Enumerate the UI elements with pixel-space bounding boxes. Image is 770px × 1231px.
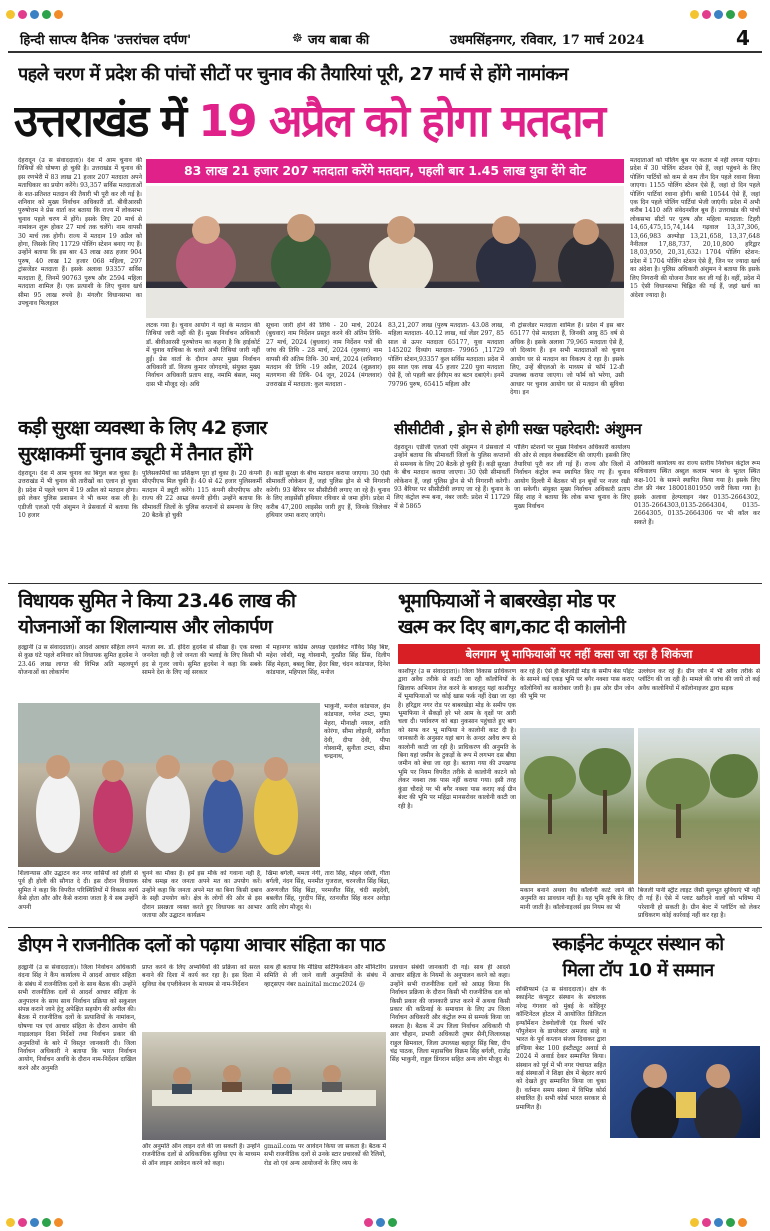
security-headline-1: कड़ी सुरक्षा व्यवस्था के लिए 42 हजार [18,417,267,439]
land-col2: कर रहे हैं। ऐसे ही बैलजोड़ी मोड़ के समीप बेस पाँइंट के सामने कई एकड़ भूमि पर बगैर नक्शा पास कराए कॉलोनियों का कारोबार जारी है। इस ओर ग्रीन जोन की भूमि पर [520,668,634,701]
lead-headline [14,94,762,154]
mla-headline-2: योजनाओं का शिलान्यास और लोकार्पण [18,616,272,638]
om-icon: ☸ [292,31,303,45]
dm-caption-2: gmail.com पर आवेदन किया जा सकता है। बैठक में सभी राजनीतिक दलों से उनके स्टार प्रचारकों की रैलियों, रोड शो एवं अन्य आयोजनों के लिए व्यय के [264,1143,386,1167]
page-number: 4 [736,26,750,50]
place-date: उधमसिंहनगर, रविवार, 17 मार्च 2024 [450,33,645,48]
mla-headline-1: विधायक सुमित ने किया 23.46 लाख की [18,590,296,612]
footer-dots-right [690,1212,770,1224]
dm-headline: डीएम ने राजनीतिक दलों को पढ़ाया आचार संहिता का पाठ [18,935,385,956]
footer-dots-center [364,1212,414,1224]
award-photo [610,1046,760,1138]
skynet-col1: शक्तिफार्म (उ स संवाददाता)। क्षेत्र के स्काईनेट कंप्यूटर संस्थान के संचालक नरेन्द्र गंगवार को मुंबई के कोहिनूर कॉन्टिनेंटल होटल में आयोजित डिजिटल इन्फॉर्मेशन टेक्नोलॉजी एंड रिसर्च फॉर पॉपुलेशन के डायरेक्टर अमजद साहे व भारत के पूर्व कप्तान संजय दिवाकर द्वारा इण्डिया बेस्ट 100 इंस्टीट्यूट अवार्ड से 2024 में अवार्ड देकर सम्मानित किया। संस्थान को पूर्व में भी नगर पंचायत सहित कई संस्थाओं ने शिक्षा क्षेत्र में बेहतर कार्य को देखते हुए सम्मानित किया जा चुका है। वर्तमान समय संस्था में विभिन्न कोर्स संचालित हैं। सभी कोर्स भारत सरकार से प्रमाणित हैं। [516,986,606,1111]
lead-col2: लटक गया है। चुनाव आयोग ने यहां के मतदान की तिथियां जारी नहीं की हैं। मुख्य निर्वाचन अधिकारी डॉ. बीवीआरसी पुरुषोत्तम का कहना है कि हाईकोर्ट में चुनाव याचिका के चलते अभी तिथियां जारी नहीं हुईं। प्रेस वार्ता के दौरान अपर मुख्य निर्वाचन अधिकारी डॉ. विजय कुमार जोगदण्डे, संयुक्त मुख्य निर्वाचन अधिकारी प्रताप शाह, नमामि बंसल, मस्तू दास भी मौजूद रहे। अधि [146,322,260,388]
dm-col4: प्रावधान संबंधी जानकारी दी गई। साथ ही आदर्श आचार संहिता के नियमों के अनुपालन करने को कहा। उन्होंने सभी राजनीतिक दलों को आग्रह किया कि निर्वाचन प्रक्रिया के दौरान किसी भी राजनीतिक दल को किसी प्रकार की जानकारी प्राप्त करने में अथवा किसी प्रकार की कठिनाई के समाधान के लिए उप जिला निर्वाचन अधिकारी और कंट्रोल रूम से सम्पर्क किया जा सकता है। बैठक में उप जिला निर्वाचन अधिकारी पी आर चौहान, प्रभारी अधिकारी तुषार सैनी,जिलाध्यक्ष राहुल छिमवाल, जिला उपाध्यक्ष बहादुर सिंह बिष्ट, दीप चंद्र पाठक, जिला महासचिव विक्रम सिंह बर्गली, राजेंद्र सिंह भाकुनी, राहुल डिंगरान सहित अन्य लोग मौजूद थे। [390,964,510,1064]
lead-col5: नौ ट्रांसजेंडर मतदाता शामिल हैं। प्रदेश में इस बार 65177 ऐसे मतदाता हैं, जिनकी आयु 85 वर्ष से अधिक है। इसके अलावा 79,965 मतदाता ऐसे हैं, जो दिव्यांग हैं। इन सभी मतदाताओं को चुनाव आयोग घर से मतदान का विकल्प दे रहा है। इसके लिए, उन्हें बीएलओ के माध्यम से फॉर्म 12-डी उपलब्ध कराया जाएगा। जो फॉर्म को भरेगा, उसी आधार पर चुनाव आयोग घर से मतदान की सुविधा देगा। इन [510,322,624,397]
security-col2: पुलिसकर्मियों का प्रशिक्षण पूरा हो चुका है। 20 कंपनी सीएपीएफ मिल चुकी हैं। 40 से 42 हजार पुलिसकर्मी मतदान में ड्यूटी करेंगे। 115 कंपनी सीएपीएफ और राज्य की 22 आम्र्ड कंपनी होंगी। उन्होंने बताया कि सीमावर्ती जिलों के पुलिस कप्तानों से समन्वय के लिए 20 बैठकें हो चुकी [142,470,262,520]
land-caption-2: बिजली पानी स्ट्रीट लाइट जैसी मूलभूत सुविधाएं भी नहीं दी गई हैं। ऐसे में प्लाट खरीदने वालों को भविष्य में परेशानी हो सकती है। ग्रीन बेल्ट में प्लॉटिंग को लेकर प्राधिकरण कोई कार्रवाई नहीं कर रहा है। [638,887,760,920]
lead-headline-pink: 19 अप्रैल को होगा [198,96,489,147]
orchard-photo-2-trees [638,728,760,884]
mla-col1: हल्द्वानी (उ स संवाददाता)। आदर्श आचार संहिता लगने से कुछ घंटे पहले शनिवार को विधायक सुमित हृदयेश ने 23.46 लाख लागत की विभिन्न अति महत्वपूर्ण योजनाओं का लोकार्पण [18,644,138,677]
lead-col1: देहरादून (उ स संवाददाता)। देश में आम चुनाव की तिथियों की घोषणा हो चुकी है। उत्तराखंड में चुनाव की इस रणभेरी में 83 लाख 21 हजार 207 मतदाता अपने मताधिकार का प्रयोग करेंगे। 93,357 सर्विस मतदाताओं के शत-प्रतिशत मतदान की तैयारी भी पूरी कर ली गई है। शनिवार को मुख्य निर्वाचन अधिकारी डॉ. बीवीआरसी पुरुषोत्तम ने प्रेस वार्ता कर बताया कि राज्य में लोकसभा चुनाव पहले चरण में होंगे। इसके लिए 20 मार्च से नामांकन शुरू होकर 27 मार्च तक चलेंगे। नाम वापसी 30 मार्च तक होगी। राज्य में मतदान 19 अप्रैल को होगा, जिसके लिए 11729 पोलिंग स्टेशन बनाए गए हैं। उन्होंने बताया कि इस बार 43 लाख आठ हजार 904 पुरुष, 40 लाख 12 हजार 068 महिला, 297 ट्रांसजेंडर मतदाता हैं। इसके अलावा 93357 सर्विस मतदाता हैं, जिनमें 90763 पुरुष और 2594 महिला मतदाता शामिल हैं। एक प्रत्याशी के लिए चुनाव खर्च सीमा 95 लाख रुपये है। मंगलौर विधानसभा का उपचुनाव फिलहाल [18,157,142,307]
lead-banner [146,159,624,183]
header-center-text: जय बाबा की [308,33,370,48]
header-rule [8,51,762,53]
lead-headline-black: उत्तराखंड में [14,96,186,147]
land-caption-1: मकान बनाने अथवा वैध कॉलोनी काटे जाने की अनुमति का प्रावधान नहीं है। यह भूमि कृषि के लिए मानी जाती है। कॉलोनाइजर्स इस नियम का भी [520,887,634,911]
footer-dots-left [6,1212,86,1224]
land-headline-1: भूमाफियाओं ने बाबरखेड़ा मोड पर [398,590,615,612]
header-dots-right [690,4,770,16]
mla-photo-figures [18,703,320,867]
land-headline-2: खत्म कर दिए बाग,काट दी कालोनी [398,616,625,638]
mla-col3: में महानगर कांग्रेस अध्यक्ष एडवोकेट गोविंद सिंह बिष्ट, महेश जोशी, मन्नू गोस्वामी, गुरप्रीत सिंह प्रिंस, दिलीप सिंह मेहता, बबलू बिष्ट, हेंदर बिष्ट, चंदन कांडपाल, दिनेश कांडपाल, महिपाल सिंह, मनोज [266,644,390,677]
orchard-site-photo-2 [638,728,760,884]
mla-inauguration-photo [18,703,320,867]
lead-kicker: पहले चरण में प्रदेश की पांचों सीटों पर चुनाव की तैयारियां पूरी, 27 मार्च से होंगे नामांकन [18,64,568,85]
dm-caption-1: और अनुमति ऑन लाइन दर्ज की जा सकती है। उन्होंने राजनीतिक दलों से अधिकाधिक सुविधा एप के माध्यम से ऑन लाइन आवेदन करने को कहा। [142,1143,260,1167]
land-banner-text: बेलगाम भू माफियाओं पर नहीं कसा जा रहा है शिकंजा [465,647,693,661]
dm-meeting-photo [142,1032,386,1140]
mla-col3b: भाकुनी, मनोज कांडपाल, हेम कांडपाल, गणेश टम्टा, पुष्पा मेहरा, मीनाक्षी नयाल, शांति कोरंगा, सीमा लोहानी, संगीता देवी, दीपा देवी, पीपा गोस्वामी, सुनीता टम्टा, सीमा चन्द्रनाथ, [324,703,390,761]
security-rcol3: अधिकारी कार्यालय का राज्य स्तरीय निर्वाचन कंट्रोल रूम सचिवालय स्थित अब्दुल कलाम भवन के भूतल स्थित कक्ष-101 के सामने स्थापित किया गया है। इसके लिए टोल फ्री नंबर 18001801950 जारी किया गया है। इसके अलावा हेल्पलाइन नंबर 0135-2664302, 0135-2664303,0135-2664304, 0135-2664305, 0135-2664306 पर भी कॉल कर सकते हैं। [634,460,760,526]
press-conference-photo [146,186,624,318]
security-col3: हैं। कड़ी सुरक्षा के बीच मतदान कराया जाएगा। 30 ऐसी सीमावर्ती लोकेशन हैं, जहां पुलिस ड्रोन से भी निगरानी करेगी। 93 बैरियर पर सीसीटीवी लगाए जा रहे हैं। चुनाव के लिए लाइसेंसी हथियार रविवार से जमा होंगे। प्रदेश में करीब 47,200 लाइसेंस जारी हुए हैं, जिनके जिलेवार हथियार जमा कराए जाएंगे। [266,470,390,520]
skynet-headline-2: मिला टॉप 10 में सम्मान [562,960,714,981]
mla-col2: मतजा स्व. डॉ. इंदिरा हृदयेश से सीखा है। एक सच्चा जननेता वही है जो जनता की भलाई के लिए किसी भी हद से गुजर जाये। सुमित हृदयेश ने कहा कि सबके सामने देश के लिए नई सरकार [142,644,262,677]
lead-col4: 83,21,207 लाख (पुरुष मतदाता- 43.08 लाख, महिला मतदाता- 40.12 लाख, थर्ड जेंडर 297, 85 साल से ऊपर मतदाता 65177, युवा मतदाता 145202 दिव्यांग मतदाता- 79965 ,11729 पोलिंग स्टेशन,93357 कुल सर्विस मतदाता। प्रदेश में इस साल एक लाख 45 हजार 220 युवा मतदाता ऐसे हैं, जो पहली बार ईवीएम का बटन दबाएंगे। इनमें 79796 पुरुष, 65415 महिला और [388,322,504,388]
mla-caption-3: खिमा बर्गली, ममता नेगी, तारा सिंह, मोहन जोशी, गीता बर्गली, नंदन सिंह, मनमीत गुजराल, चरनजीत सिंह बिंद्रा, अरुणजीत सिंह बिंद्रा, परमजीत सिंह, चंदी सहदेवी, बबलीत सिंह, गुरदीप सिंह, रतनजीत सिंह करन अरोड़ा आदि लोग मौजूद थे। [266,870,390,911]
dm-col2: प्राप्त करने के लिए अभ्यर्थियों की प्रक्रिया को सरल बनाने की दिशा में कार्य कर रहा है। इस दिशा में सुविधा वेब एप्लीकेशन के माध्यम से नाम-निर्देशन [142,964,260,988]
orchard-site-photo-1 [520,728,634,884]
divider-lower [8,927,762,928]
land-col1: काशीपुर (उ स संवाददाता)। जिला विकास प्राधिकरण द्वारा अवैध तरीके से काटी जा रही कॉलोनियों के खिलाफ अभियान तेज करने के बावजूद यहां काशीपुर में भूमाफियाओं पर कोई खास फर्क नहीं देखा जा रहा है। हरिद्वार नगर रोड पर बाबरखेड़ा मोड़ के समीप एक भूमाफिया ने सैकड़ों हरे भरे आम के वृक्षों पर आरी चला दी। पर्यावरण को बड़ा नुकसान पहुंचाते हुए बाग को साफ कर भू माफिया ने कालोनी काट दी है। जानकारी के अनुसार यहां बाग के अन्दर अवैध रूप से कालोनी काटी जा रही है। प्राधिकरण की अनुमति के बिना यहां जमीन के टुकड़ों के रूप में लगभग दस बीघा जमीन को बेचा जा रहा है। बताया गया की उपखण्ड भूमि पर नियम विपरीत तरीके से कालोनी काटने को लेकर नक्शा तक पास नहीं कराया गया। इसी तरह कुंडा चौराहे पर भी बगैर नक्शा पास कराए कई ग्रीन बेल्ट की भूमि पर महिंद्रा मानसरोवर कालोनी काटी जा रही है। [398,668,516,810]
skynet-col1-continued [516,1140,760,1210]
land-banner [398,644,760,664]
header-dots-left [6,4,86,16]
lead-banner-text: 83 लाख 21 हजार 207 मतदाता करेंगे मतदान, पहली बार 1.45 लाख युवा देंगे वोट [183,163,587,178]
lead-headline-pink2: मतदान [501,96,605,147]
security-headline-2: सुरक्षाकर्मी चुनाव ड्यूटी में तैनात होंगे [18,443,252,465]
security-rcol2: पोलिंग स्टेशनों पर मुख्य निर्वाचन अधिकारी कार्यालय की ओर से लाइव वेबकास्टिंग की जाएगी। इसकी लिए तैयारियां पूरी कर ली गई हैं। राज्य और जिलों में निर्वाचन कंट्रोल रूम स्थापित किए गए हैं। चुनाव आयोग दिल्ली में बैठकर भी इन बूथों पर नजर रखी जा सकेगी। संयुक्त मुख्य निर्वाचन अधिकारी प्रताप सिंह शाह ने बताया कि लोक सभा चुनाव के लिए मुख्य निर्वाचन [514,444,630,510]
mla-caption-1: शिलान्यास और उद्घाटन कर नगर वासियों को होली से पूर्व ही होली की सौगात दे दी। इस दौरान विधायक सुमित ने कहा कि विपरीत परिस्थितियों में विकास कार्य कैसे होता और और कैसे कराया जाता है ये सब उन्होंने अपनी [18,870,138,911]
lead-col6: मतदाताओं को पोलिंग बूथ पर कतार में नहीं लगना पड़ेगा। प्रदेश में 30 पोलिंग स्टेशन ऐसे हैं, जहां पहुंचने के लिए पोलिंग पार्टियों को कम से कम तीन दिन पहले रवाना किया जाएगा। 1155 पोलिंग स्टेशन ऐसे हैं, जहां दो दिन पहले पोलिंग पार्टियां रवाना होंगी। बाकी 10544 ऐसे हैं, जहां एक दिन पहले पोलिंग पार्टियां भेजी जाएंगी। प्रदेश में अभी करीब 1410 अति संवेदनशील बूथ हैं। उत्तराखंड की पांचों लोकसभा सीटों पर पुरुष और महिला मतदाता: टिहरी 14,65,475,15,74,144 गढ़वाल 13,37,306, 13,66,983 अल्मोड़ा 13,21,658, 13,37,648 नैनीताल 17,88,737, 20,10,800 हरिद्वार 18,03,950, 20,31,632। 1704 पोलिंग स्टेशन: प्रदेश में 1704 पोलिंग स्टेशन ऐसे हैं, जिन पर ज्यादा खर्च का अंदेशा है। पुलिस अधिकारी अंशुमन ने बताया कि इसके लिए निगरानी की योजना तैयार कर ली गई है। वहीं, प्रदेश में 15 ऐसी विधानसभा चिह्नित की गई हैं, जहां खर्च का अंदेशा ज्यादा है। [630,157,760,299]
dm-col1: हल्द्वानी (उ स संवाददाता)। जिला निर्वाचन अधिकारी वंदना सिंह ने कैंप कार्यालय में आदर्श आचार संहिता के संबंध में राजनीतिक दलों के साथ बैठक की। उन्होंने सभी राजनीतिक दलों से आदर्श आचार संहिता के अनुपालन के साथ साथ निर्वाचन प्रक्रिया को सकुशल संपन्न कराने जाने हेतु अपेक्षित सहयोग की अपील की। बैठक में राजनीतिक दलों के प्रत्याशियों के नामांकन, घोषणा पत्र एवं आचार संहिता के दौरान आयोग की गाइडलाइन दिशा निर्देशों तथा निर्वाचन प्रकार की अनुमतियों के बारे में विस्तृत जानकारी दी। जिला निर्वाचन अधिकारी ने बताया कि भारत निर्वाचन आयोग, निर्वाचन अवधि के दौरान नाम-निर्देशन दाखिल करने और अनुमति [18,964,136,1072]
paper-name: हिन्दी साप्त्य दैनिक 'उत्तरांचल दर्पण' [20,33,192,48]
land-col3: उल्लंघन कर रहे हैं। ग्रीन जोन में भी अवैध तरीके से प्लॉटिंग की जा रही है। मामले की जांच की जाये तो कई अवैध कालोनियों में कॉलोनाइजर द्वारा सड़क [638,668,760,692]
mla-caption-2: चुनने का मौका है। हमें इस मौके को गवाना नहीं है, सोच समझ कर जनता अपने मत का उपयोग करें। उन्होंने कहा कि जनता अपने मत का बिना किसी दबाव के सही उपयोग करे। क्षेत्र के लोगों की ओर से इस दौरान प्रसन्नता व्यक्त करते हुए विधायक का आभार जताया और उद्घाटन कार्यक्रम [142,870,262,920]
press-photo-figures [146,186,624,318]
skynet-headline-1: स्काईनेट कंप्यूटर संस्थान को [552,934,724,955]
dm-photo-scene [142,1032,386,1140]
orchard-photo-1-trees [520,728,634,884]
award-photo-figures [610,1046,760,1138]
security-right-headline: सीसीटीवी , ड्रोन से होगी सख्त पहरेदारी: अंशुमन [394,420,642,438]
security-col1: देहरादून। देश में आम चुनाव का बिगुल बज चुका है। उत्तराखंड में भी चुनाव की तारीखों का एलान हो चुका है। प्रदेश में पहले चरण में 19 अप्रैल को मतदान होगा। इसे लेकर पुलिस प्रशासन ने भी कमर कस ली है। एडीजी एलओ एपी अंशुमन ने प्रेसवार्ता में बताया कि 10 हजार [18,470,138,520]
divider-middle [8,583,762,584]
dm-col3: साथ ही बताया कि मीडिया सर्टिफिकेशन और मॉनिटरिंग समिति से ली जाने वाली अनुमतियों के संबंध में व्हाट्सएप नंबर nainital mcmc2024 @ [264,964,386,988]
security-rcol1: देहरादून। एडीजी एलओ एपी अंशुमन ने प्रेसवार्ता में उन्होंने बताया कि सीमावर्ती जिलों के पुलिस कप्तानों से समन्वय के लिए 20 बैठकें हो चुकी हैं। कड़ी सुरक्षा के बीच मतदान कराया जाएगा। 30 ऐसी सीमावर्ती लोकेशन हैं, जहां पुलिस ड्रोन से भी निगरानी करेगी। 93 बैरियर पर सीसीटीवी लगाए जा रहे हैं। चुनाव के लिए कंट्रोल रूम बना, नंबर जारी: प्रदेश में 11729 में से 5865 [394,444,510,510]
lead-col3: सूचना जारी होने की तिथि - 20 मार्च, 2024 (बुधवार) नाम निर्देशन प्रस्तुत करने की अंतिम तिथि- 27 मार्च, 2024 (बुधवार) नाम निर्देशन पत्रों की जांच की तिथि - 28 मार्च, 2024 (गुरुवार) नाम वापसी की अंतिम तिथि- 30 मार्च, 2024 (शनिवार) मतदान की तिथि -19 अप्रैल, 2024 (शुक्रवार) मतगणना की तिथि- 04 जून, 2024 (मंगलवार) उत्तराखंड में मतदाता: कुल मतदाता - [266,322,382,388]
